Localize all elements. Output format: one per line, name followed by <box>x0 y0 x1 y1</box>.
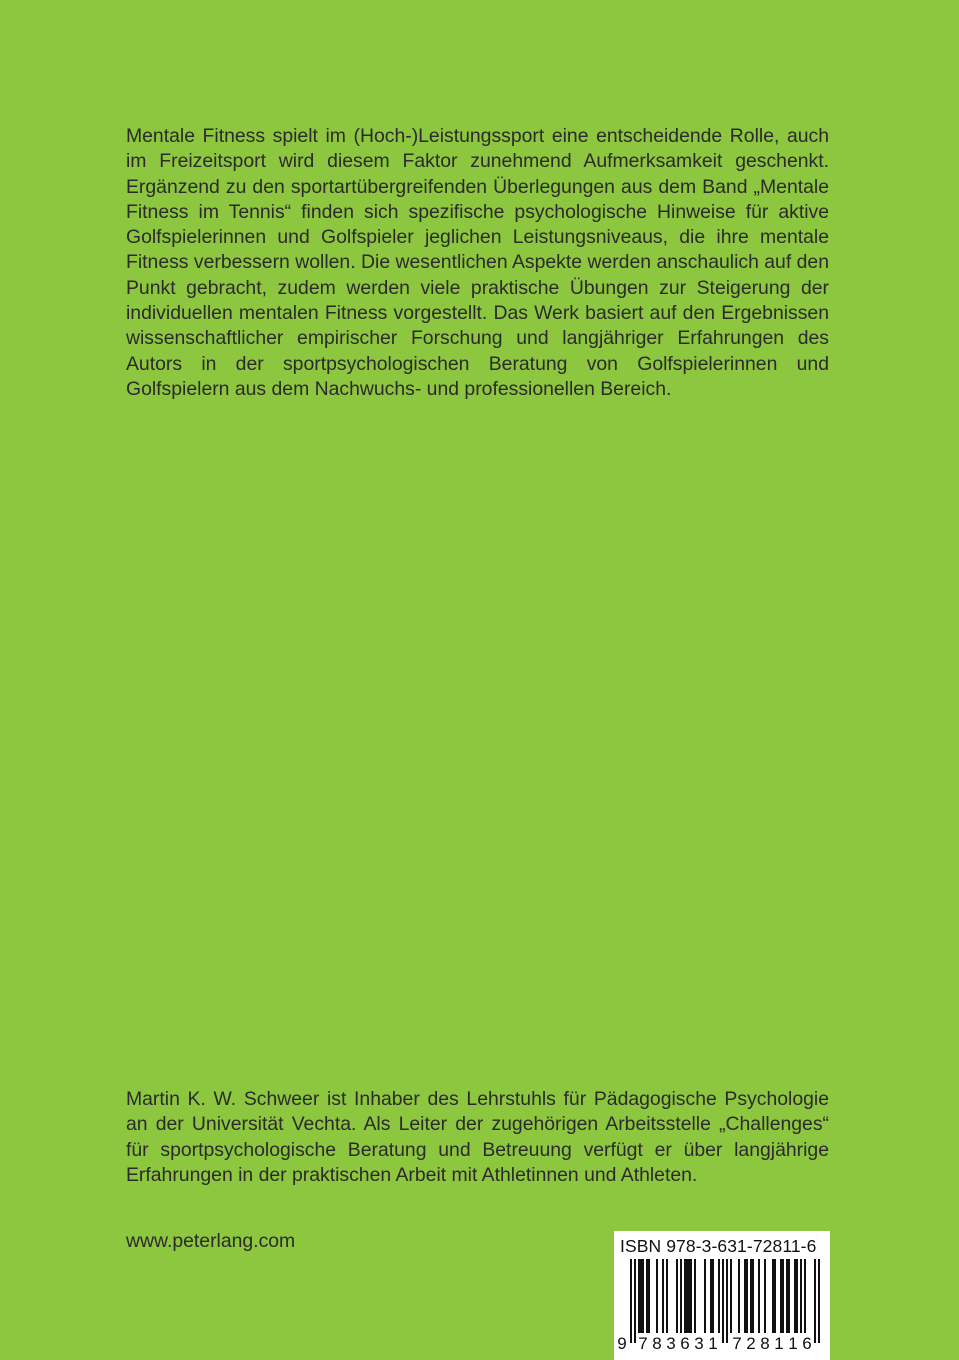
publisher-url: www.peterlang.com <box>126 1230 296 1252</box>
barcode-digit: 8 <box>652 1334 662 1353</box>
barcode-digit: 1 <box>774 1334 784 1353</box>
barcode-bar <box>786 1259 788 1333</box>
barcode-bar <box>722 1259 724 1343</box>
barcode-digit: 1 <box>788 1334 798 1353</box>
barcode-bar <box>686 1259 688 1333</box>
barcode-digit: 6 <box>802 1334 812 1353</box>
barcode-bar <box>730 1259 732 1333</box>
barcode-bar <box>690 1259 692 1333</box>
barcode-bar <box>774 1259 776 1333</box>
barcode-bar <box>764 1259 766 1333</box>
barcode-bar <box>782 1259 784 1333</box>
barcode-digit: 3 <box>694 1334 704 1353</box>
barcode-bar <box>814 1259 816 1343</box>
barcode-digit: 1 <box>708 1334 718 1353</box>
barcode-bar <box>662 1259 664 1333</box>
barcode-bar <box>694 1259 696 1333</box>
barcode-bar <box>648 1259 650 1333</box>
barcode-bar <box>818 1259 820 1343</box>
barcode-digit: 2 <box>746 1334 756 1353</box>
barcode-digit: 8 <box>760 1334 770 1353</box>
barcode-bar <box>744 1259 746 1333</box>
barcode-bar <box>746 1259 748 1333</box>
barcode-bar <box>684 1259 686 1333</box>
barcode-bar <box>676 1259 678 1333</box>
barcode-bar <box>640 1259 642 1333</box>
barcode-bar <box>750 1259 752 1333</box>
barcode-bar <box>752 1259 754 1333</box>
barcode-bar <box>788 1259 790 1333</box>
barcode-bar <box>726 1259 728 1343</box>
barcode-bar <box>800 1259 802 1333</box>
barcode-bar <box>666 1259 668 1333</box>
barcode-bar <box>794 1259 796 1333</box>
barcode-bar <box>630 1259 632 1343</box>
barcode-bar <box>704 1259 706 1333</box>
barcode-bar <box>642 1259 644 1333</box>
barcode-bar <box>772 1259 774 1333</box>
barcode-digit: 7 <box>732 1334 742 1353</box>
barcode-bar <box>646 1259 648 1333</box>
isbn-number: ISBN 978-3-631-72811-6 <box>620 1236 817 1256</box>
back-cover-blurb: Mentale Fitness spielt im (Hoch-)Leistungssport eine entscheidende Rolle, auch im Freizeitsport wird diesem Faktor zunehmend Aufmerksamkeit geschenkt. Ergänzend zu den sportartübergreifenden Überlegungen aus dem Band „Mentale Fitness im Tennis“ finden sich spezifische psychologische Hinweise für aktive Golfspielerinnen und Golfspieler jeglichen Leistungsniveaus, die ihre mentale Fitness verbessern wollen. Die wesentlichen Aspekte werden anschaulich auf den Punkt gebracht, zudem werden viele praktische Übungen zur Steigerung der individuellen mentalen Fitness vorgestellt. Das Werk basiert auf den Ergebnissen wissenschaftlicher empirischer Forschung und langjähriger Erfahrungen des Autors in der sportpsychologischen Beratung von Golfspielerinnen und Golfspielern aus dem Nachwuchs- und professionellen Bereich. <box>126 125 829 400</box>
barcode-bar <box>738 1259 740 1333</box>
barcode <box>614 1259 830 1360</box>
barcode-digit: 9 <box>617 1334 627 1353</box>
author-bio: Martin K. W. Schweer ist Inhaber des Lehrstuhls für Pädagogische Psychologie an der Universität Vechta. Als Leiter der zugehörigen Arbeitsstelle „Challenges“ für sportpsychologische Beratung und Betreuung verfügt er über langjährige Erfahrungen in der praktischen Arbeit mit Athletinnen und Athleten. <box>126 1088 829 1186</box>
isbn-barcode-block <box>614 1231 830 1360</box>
barcode-bar <box>680 1259 682 1333</box>
barcode-bar <box>634 1259 636 1343</box>
barcode-bar <box>710 1259 712 1333</box>
barcode-bar <box>638 1259 640 1333</box>
barcode-bar <box>758 1259 760 1333</box>
barcode-bar <box>804 1259 806 1333</box>
barcode-bar <box>796 1259 798 1333</box>
barcode-bar <box>656 1259 658 1333</box>
barcode-bar <box>712 1259 714 1333</box>
barcode-bar <box>780 1259 782 1333</box>
barcode-bar <box>688 1259 690 1333</box>
barcode-bar <box>718 1259 720 1333</box>
barcode-digit: 7 <box>638 1334 648 1353</box>
barcode-digit: 3 <box>666 1334 676 1353</box>
barcode-digit: 6 <box>680 1334 690 1353</box>
